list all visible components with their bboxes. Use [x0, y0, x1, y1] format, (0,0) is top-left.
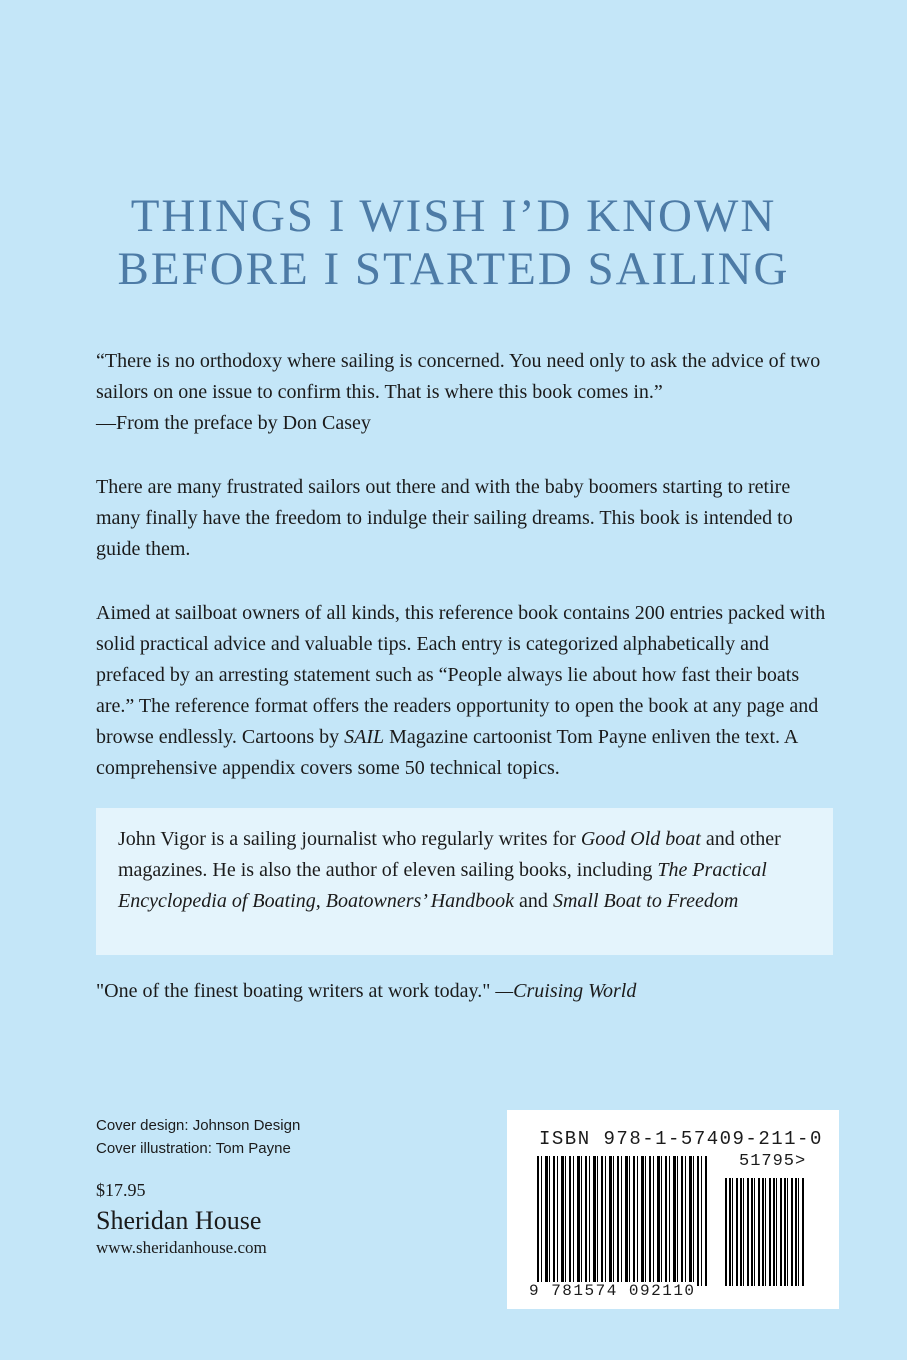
sail-magazine-name: SAIL	[344, 726, 385, 748]
quote-text: “There is no orthodoxy where sailing is concerned. You need only to ask the advice of two sailors on one issue to confirm this. That is where this book comes in.”	[96, 350, 821, 403]
book-title	[0, 190, 907, 296]
quote-attribution: —From the preface by Don Casey	[96, 412, 371, 434]
addon-barcode	[725, 1178, 805, 1286]
author-bio	[118, 824, 823, 917]
author-book-1: The Practical Encyclopedia of Boating, Boatowners’ Handbook	[118, 859, 767, 912]
publisher-website: www.sheridanhouse.com	[96, 1238, 267, 1257]
title-line-2: BEFORE I STARTED SAILING	[117, 243, 790, 295]
price-addon-code: 51795>	[739, 1152, 807, 1171]
description-text-1: Aimed at sailboat owners of all kinds, this reference book contains 200 entries packed with solid practical advice and valuable tips. Each entry is categorized alphabetically and prefaced by an arresting statement such as “People always lie about how fast their boats are.” The reference format offers the readers opportunity to open the book at any page and browse endlessly. Cartoons by	[96, 602, 826, 748]
praise-source: —Cruising World	[495, 980, 637, 1002]
barcode-box	[507, 1110, 839, 1309]
preface-quote	[96, 346, 836, 439]
praise-text: "One of the finest boating writers at work today."	[96, 980, 496, 1002]
author-bio-text-2: and other magazines. He is also the author of eleven sailing books, including	[118, 828, 781, 881]
author-book-2: Small Boat to Freedom	[552, 890, 739, 912]
isbn-number: ISBN 978-1-57409-211-0	[539, 1128, 823, 1150]
praise-quote	[96, 976, 836, 1007]
ean-number: 9 781574 092110	[529, 1282, 696, 1300]
description-text-2: Magazine cartoonist Tom Payne enliven the text. A comprehensive appendix covers some 50 technical topics.	[96, 726, 798, 779]
author-magazine: Good Old boat	[580, 828, 701, 850]
author-bio-text-3: and	[514, 890, 553, 912]
cover-design-credit: Cover design: Johnson Design	[96, 1117, 301, 1134]
author-bio-box	[96, 808, 833, 955]
cover-credits	[96, 1114, 300, 1160]
price: $17.95	[96, 1180, 146, 1200]
publisher-name: Sheridan House	[96, 1206, 262, 1235]
cover-illustration-credit: Cover illustration: Tom Payne	[96, 1140, 291, 1157]
description-paragraph	[96, 598, 836, 784]
author-bio-text-1: John Vigor is a sailing journalist who regularly writes for	[118, 828, 581, 850]
intro-paragraph: There are many frustrated sailors out there and with the baby boomers starting to retire many finally have the freedom to indulge their sailing dreams. This book is intended to guide them.	[96, 476, 793, 560]
title-line-1: THINGS I WISH I’D KNOWN	[130, 190, 777, 242]
main-barcode	[537, 1156, 707, 1286]
